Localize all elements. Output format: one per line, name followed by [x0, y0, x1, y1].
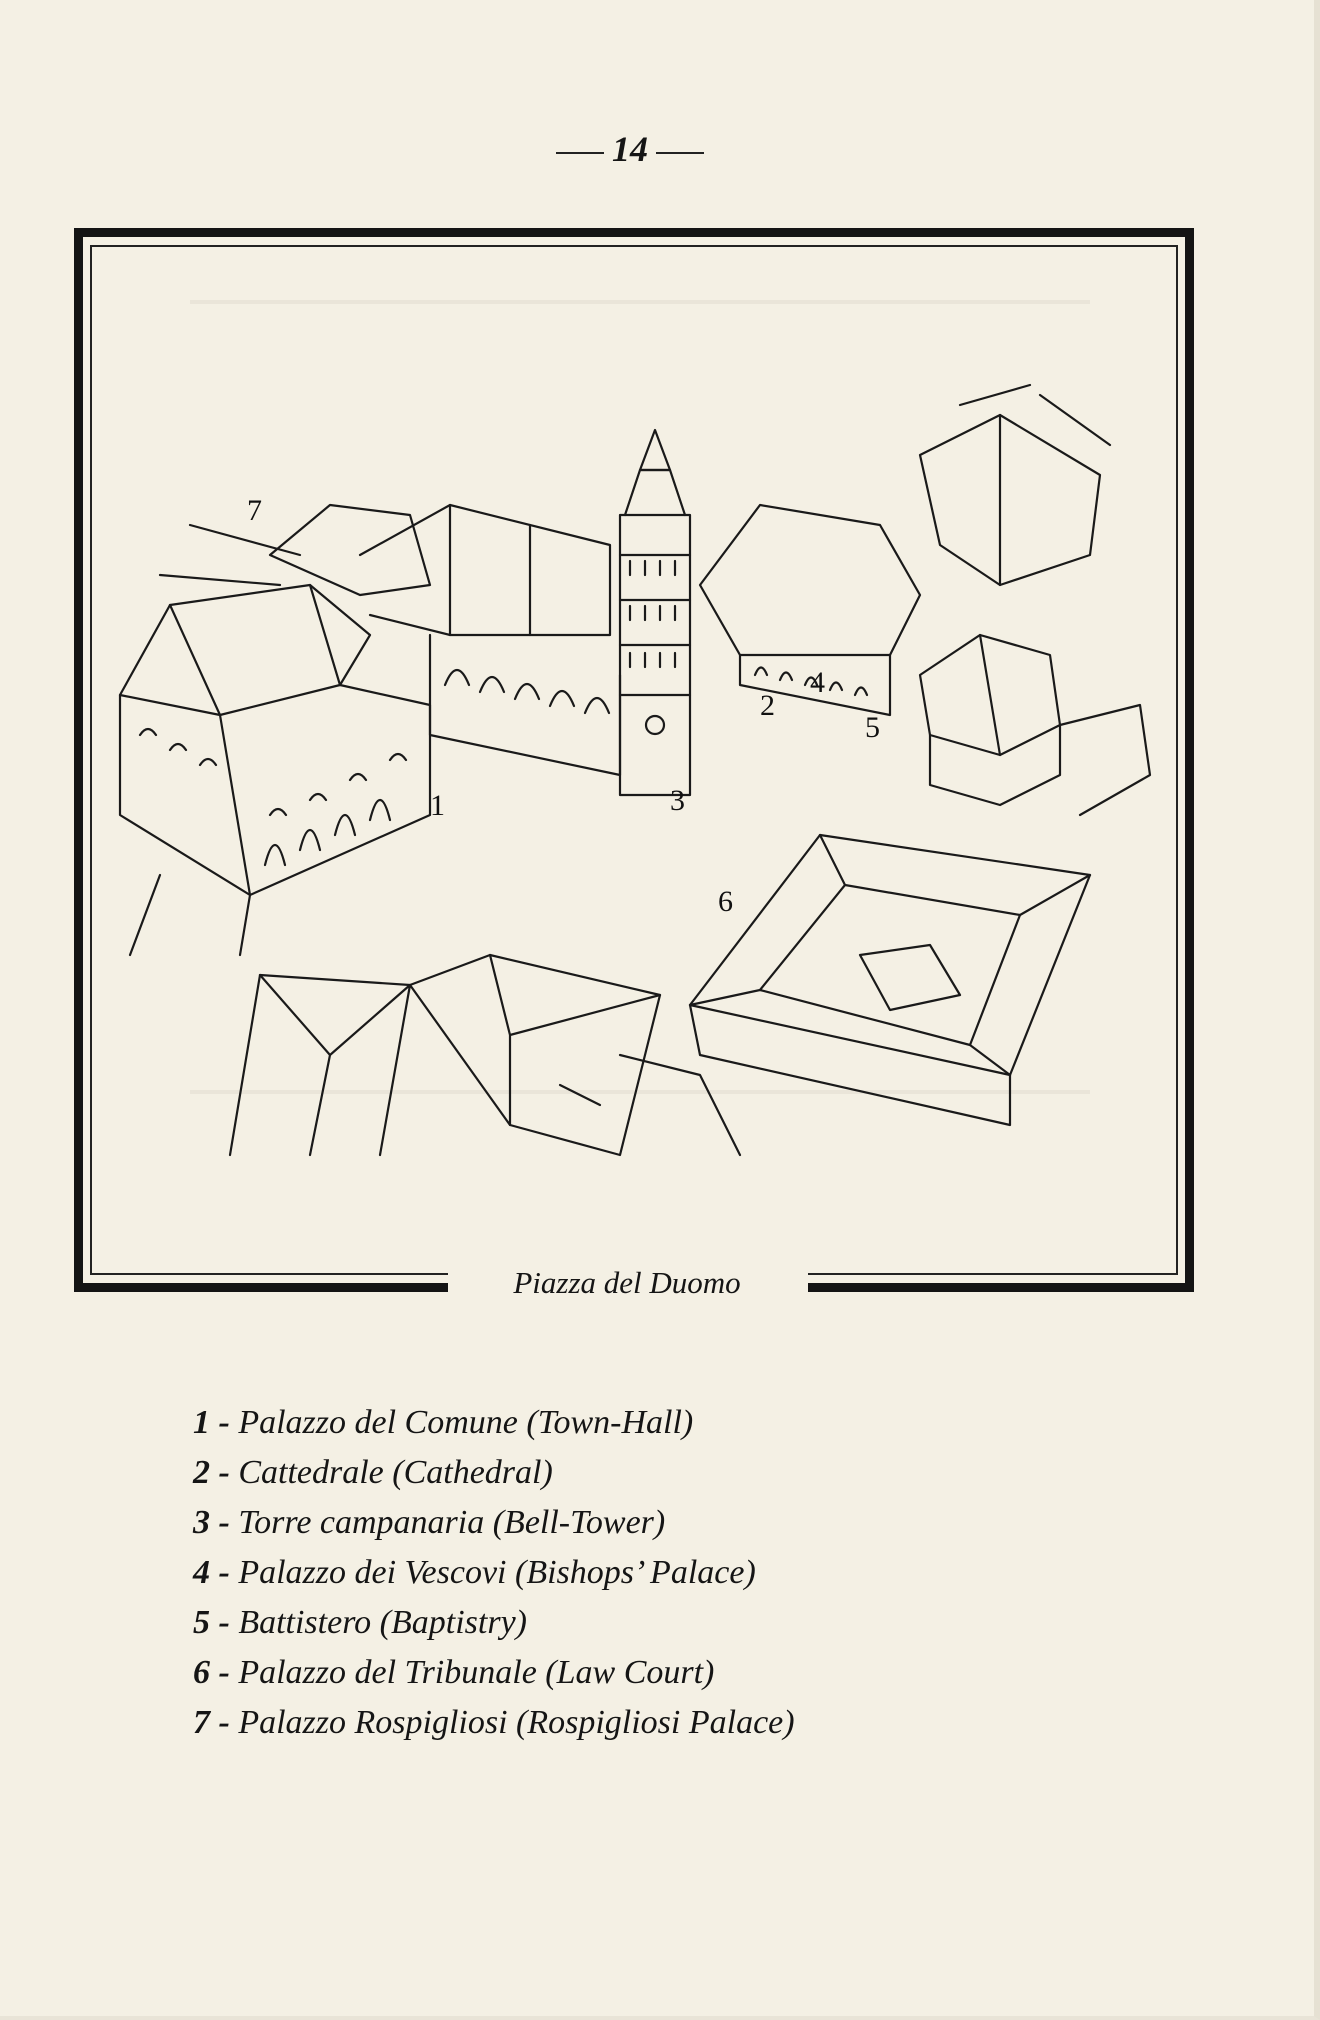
town-hall-corner — [220, 715, 250, 895]
building-top-right — [920, 415, 1100, 585]
legend-number: 2 — [193, 1454, 210, 1491]
marker-3: 3 — [670, 784, 685, 817]
cathedral-facade — [430, 635, 620, 775]
legend-text: Palazzo dei Vescovi (Bishops’ Palace) — [238, 1554, 756, 1591]
legend-item: 1 - Palazzo del Comune (Town-Hall) — [193, 1404, 694, 1441]
legend-text: Cattedrale (Cathedral) — [238, 1454, 553, 1491]
rooftop-left — [120, 585, 370, 715]
legend-number: 5 — [193, 1604, 210, 1641]
legend-item: 2 - Cattedrale (Cathedral) — [193, 1454, 553, 1491]
cathedral-arcade — [445, 670, 609, 713]
figure-caption: Piazza del Duomo — [513, 1265, 741, 1300]
legend-number: 6 — [193, 1654, 210, 1691]
marker-4: 4 — [810, 666, 825, 699]
marker-7: 7 — [247, 494, 262, 527]
town-hall-base — [130, 875, 250, 955]
marker-5: 5 — [865, 711, 880, 744]
roof-block-7 — [270, 505, 430, 595]
legend-number: 4 — [193, 1554, 210, 1591]
law-court-courtyard — [760, 885, 1020, 1045]
cathedral-roof — [360, 505, 610, 635]
town-hall-windows — [140, 729, 406, 815]
legend-list — [193, 1398, 795, 1748]
bell-tower-spire — [640, 430, 670, 470]
cathedral-ridges — [450, 505, 530, 635]
legend-text: Palazzo del Tribunale (Law Court) — [238, 1654, 715, 1691]
legend-text: Palazzo del Comune (Town-Hall) — [238, 1404, 694, 1441]
legend-item: 3 - Torre campanaria (Bell-Tower) — [193, 1504, 666, 1541]
foreground-roof-left — [230, 975, 410, 1155]
law-court-roof-outer — [690, 835, 1090, 1075]
marker-6: 6 — [718, 885, 733, 918]
baptistry-edge — [980, 635, 1000, 755]
page-number: 14 — [612, 129, 648, 169]
baptistry-walls — [930, 725, 1060, 805]
legend-item: 4 - Palazzo dei Vescovi (Bishops’ Palace) — [193, 1554, 756, 1591]
piazza-sketch — [100, 255, 1168, 1265]
bishops-palace-roof — [700, 505, 920, 655]
legend-number: 7 — [193, 1704, 210, 1741]
building-far-right — [1060, 705, 1150, 815]
legend-text: Palazzo Rospigliosi (Rospigliosi Palace) — [238, 1704, 795, 1741]
marker-1: 1 — [430, 789, 445, 822]
foreground-roof-right — [620, 1055, 740, 1155]
town-hall-arcade — [265, 800, 390, 865]
foreground-roof-left-ridge — [260, 975, 410, 1155]
bell-tower-clock — [646, 716, 664, 734]
town-hall-walls — [120, 685, 430, 895]
page-number-dash-left — [556, 152, 604, 154]
page-number-header — [0, 128, 1260, 170]
law-court-inner-roof — [860, 945, 960, 1010]
legend-item: 6 - Palazzo del Tribunale (Law Court) — [193, 1654, 715, 1691]
sketch-lines-7 — [160, 525, 300, 585]
marker-2: 2 — [760, 689, 775, 722]
legend-item: 5 - Battistero (Baptistry) — [193, 1604, 527, 1641]
legend-number: 3 — [193, 1504, 210, 1541]
legend-item: 7 - Palazzo Rospigliosi (Rospigliosi Palace) — [193, 1704, 795, 1741]
legend-text: Battistero (Baptistry) — [238, 1604, 527, 1641]
legend-text: Torre campanaria (Bell-Tower) — [238, 1504, 666, 1541]
legend-number: 1 — [193, 1404, 210, 1441]
bell-tower-crown — [625, 470, 685, 515]
sketch-signature — [560, 1085, 600, 1105]
roof-ridge-left — [170, 585, 340, 715]
law-court-hips — [690, 835, 1090, 1075]
bell-tower-openings — [630, 561, 675, 667]
page-number-dash-right — [656, 152, 704, 154]
bell-tower-levels — [620, 555, 690, 695]
